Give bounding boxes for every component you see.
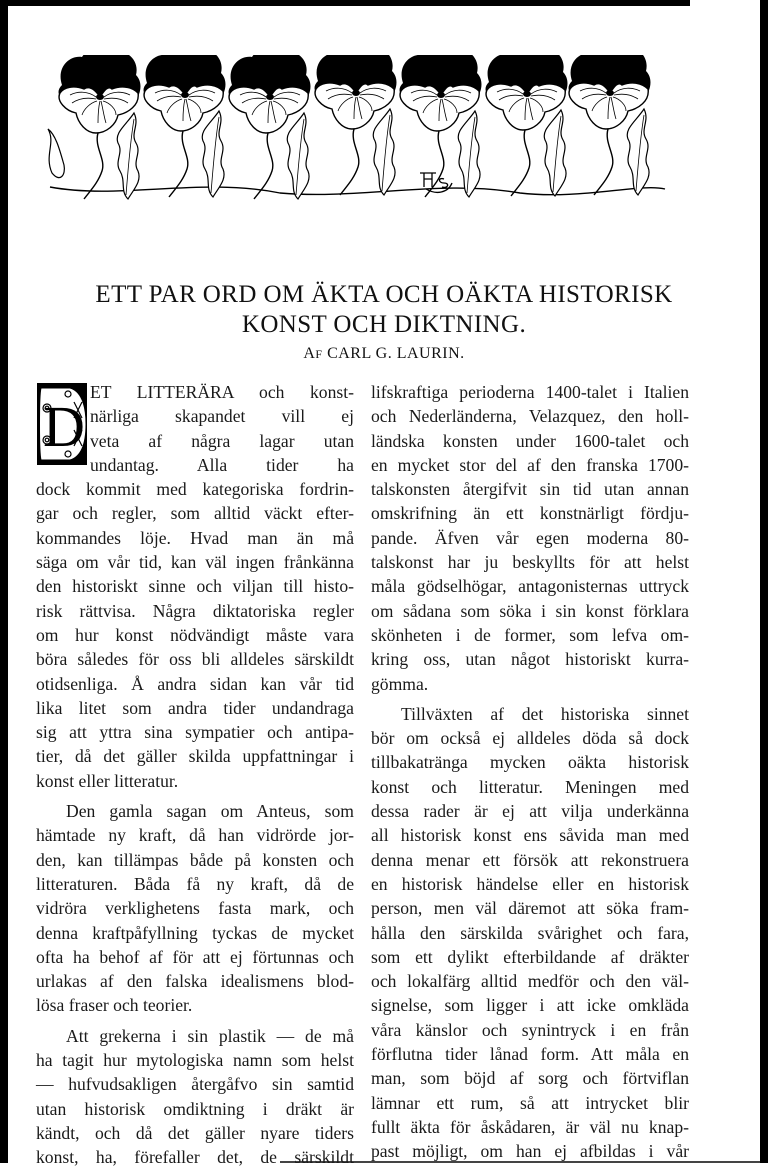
text-line: bör om också ej alldeles döda så dock: [371, 728, 689, 749]
text-line: veta af några lagar utan: [90, 430, 354, 451]
byline-author: CARL G. LAURIN.: [322, 345, 465, 362]
text-line: talskonst har ju beskyllts för att helst: [371, 552, 689, 573]
text-line: lifskraftiga perioderna 1400-talet i Italien: [371, 382, 689, 402]
article-title-line-2: KONST OCH DIKTNING.: [241, 311, 527, 338]
text-line: signelse, som ligger i att icke omkläda: [371, 995, 689, 1016]
scan-border-top-gap: [690, 0, 760, 6]
pansy-frieze-icon: [40, 55, 670, 200]
text-line: tillbakaträngа mycken oäkta historisk: [371, 752, 689, 773]
text-line: hämtade ny kraft, då han vidrörde jor-: [36, 825, 354, 846]
text-line: konst och litteratur. Meningen med: [371, 776, 689, 797]
left-column: [36, 380, 354, 1170]
text-line: kändt, och då det gäller nyare tiders: [36, 1122, 354, 1143]
text-line: litteraturen. Båda få ny kraft, då de: [36, 873, 354, 894]
text-line: vidröra verklighetens fasta mark, och: [36, 898, 354, 919]
text-line: person, men väl däremot att söka fram-: [371, 898, 689, 919]
text-line: — hufvudsakligen återgåfvo sin samtid: [36, 1074, 354, 1095]
text-line: undantag. Alla tider ha: [90, 454, 354, 475]
text-line: ländska konsten under 1600-talet och: [371, 430, 689, 451]
text-line: denna kraftpåfyllning tyckas de mycket: [36, 922, 354, 943]
text-line: risk rättvisa. Några diktatoriska regler: [36, 600, 354, 621]
byline: [0, 345, 768, 363]
text-line: talskonsten återgifvit sin tid utan annan: [371, 479, 689, 500]
text-line: skönheten i de former, som lefva om-: [371, 624, 689, 645]
text-line: pande. Äfven vår egen moderna 80-: [371, 527, 689, 548]
text-line: kring oss, utan något historiskt kurra-: [371, 649, 689, 670]
text-line: ofta ha behof af för att ej förtunnas och: [36, 946, 354, 967]
text-line: man, som böjd af sorg och förtviflan: [371, 1068, 689, 1089]
text-line: lösa fraser och teorier.: [36, 995, 193, 1016]
text-line: urlakas af den falska idealismens blod-: [36, 971, 354, 992]
right-column: [371, 380, 689, 1164]
text-line: som ett dylikt efterbildande af dräkter: [371, 946, 689, 967]
text-line: dessa rader är ej att vilja underkänna: [371, 801, 689, 822]
text-line: fullt äkta för åskådaren, är väl nu knap-: [371, 1116, 689, 1137]
text-line: om hur konst nödvändigt måste vara: [36, 624, 354, 645]
text-line: otidsenliga. Å andra sidan kan vår tid: [36, 673, 354, 694]
text-line: en mycket stor del af den franska 1700-: [371, 454, 689, 475]
text-line: förflutna tider lånad form. Att måla en: [371, 1044, 689, 1065]
text-line: lika litet som andra tider undandraga: [36, 697, 354, 718]
text-line: sig att yttra sina sympatier och antipa-: [36, 722, 354, 743]
scan-border-right: [760, 0, 768, 1163]
text-line: och Nederländerna, Velazquez, den holl-: [371, 406, 689, 427]
text-line: konst, ha, förefaller det, de särskildt: [36, 1147, 354, 1168]
text-line: den, kan tillämpas både på konsten och: [36, 849, 354, 870]
text-line: måla gödselhögar, antagonisternas uttryck: [371, 576, 689, 597]
text-line: konst eller litteratur.: [36, 770, 179, 791]
svg-text:D: D: [43, 394, 85, 459]
text-line: gar och regler, som alltid väckt efter-: [36, 503, 354, 524]
text-line: omskrifning än ett konstnärligt fördju-: [371, 503, 689, 524]
scan-border-top: [0, 0, 768, 6]
article-title-line-1: ETT PAR ORD OM ÄKTA OCH OÄKTA HISTORISK: [95, 281, 673, 308]
byline-prefix-cap: A: [303, 345, 316, 362]
text-line: våra känslor och synintryck i en från: [371, 1019, 689, 1040]
text-line: och lokalfärg alltid medför och den väl-: [371, 971, 689, 992]
scan-border-left: [0, 0, 8, 1163]
text-line: gömma.: [371, 673, 429, 694]
text-line: Den gamla sagan om Anteus, som: [66, 801, 354, 822]
text-line: om sådana som söka i sin konst förklara: [371, 600, 689, 621]
text-line: Tillväxten af det historiska sinnet: [401, 703, 689, 724]
text-line: säga om vår tid, kan väl ingen frånkänna: [36, 552, 354, 573]
text-line: dock kommit med kategoriska fordrin-: [36, 479, 354, 500]
text-line: kommandes löje. Hvad man än må: [36, 527, 354, 548]
byline-prefix-small: F: [315, 347, 323, 361]
text-line: den historiskt sinne och viljan till histo-: [36, 576, 354, 597]
text-line: lämnar ett rum, så att intrycket blir: [371, 1092, 689, 1113]
text-line: all historisk konst ens såvida man med: [371, 825, 689, 846]
text-line: böra således för oss bli alldeles särskildt: [36, 649, 354, 670]
text-line: ET LITTERÄRA och konst-: [90, 382, 354, 402]
text-line: en historisk händelse eller en historisk: [371, 873, 689, 894]
text-line: ha tagit hur mytologiska namn som helst: [36, 1050, 354, 1071]
text-line: närliga skapandet vill ej: [90, 406, 354, 427]
text-line: past möjligt, om han ej afbildas i vår: [371, 1141, 689, 1162]
text-line: utan historisk omdiktning i dräkt är: [36, 1098, 354, 1119]
text-line: hålla den särskilda svårighet och fara,: [371, 922, 689, 943]
text-line: denna menar ett försök att rekonstruera: [371, 849, 689, 870]
text-line: Att grekerna i sin plastik — de må: [66, 1025, 354, 1046]
text-line: tier, då det gäller skilda uppfattningar i: [36, 746, 354, 767]
